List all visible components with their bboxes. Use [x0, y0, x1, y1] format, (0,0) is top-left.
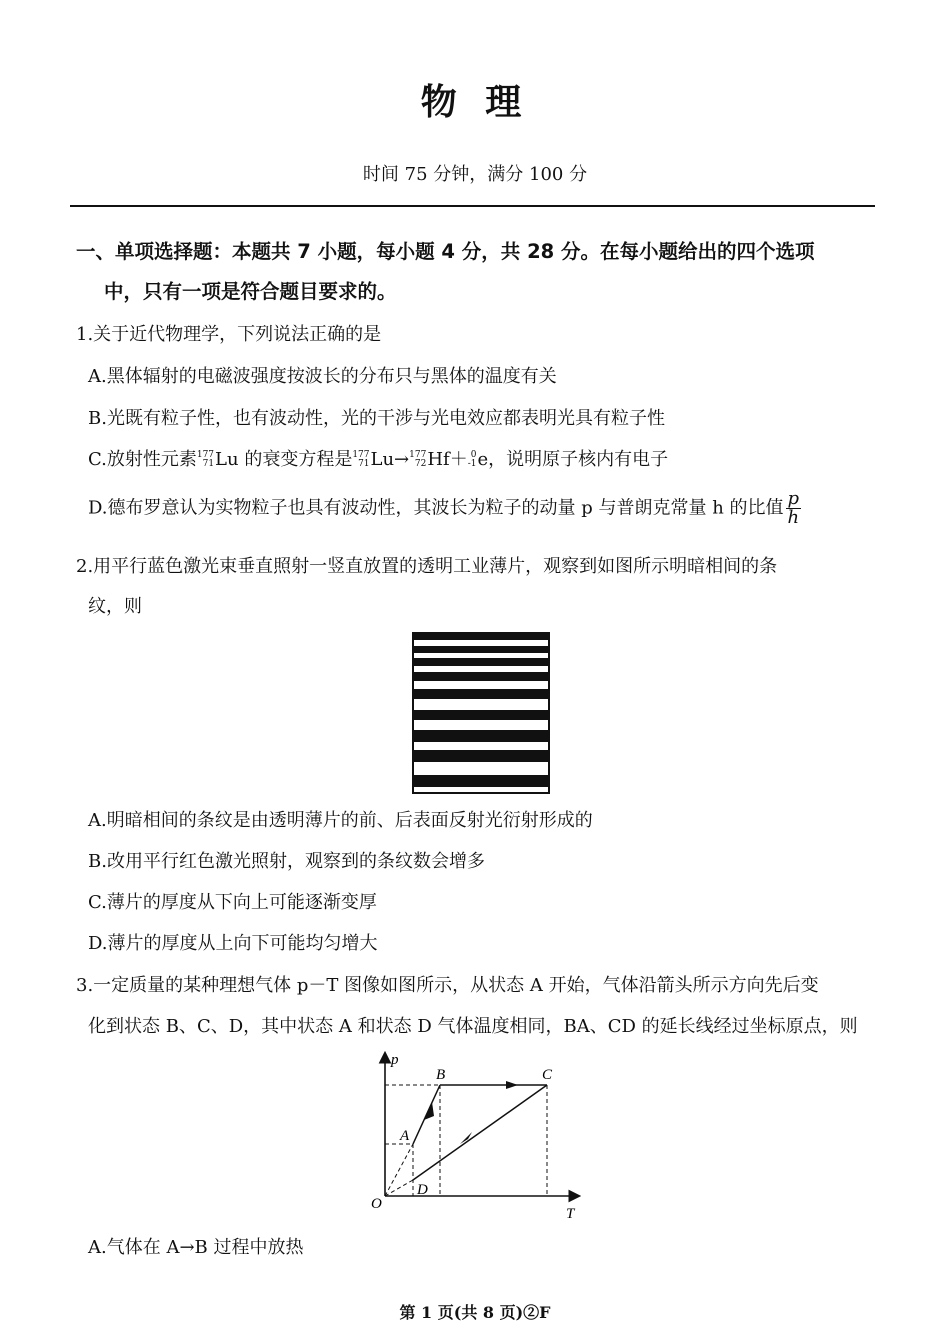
state-d-label: D [417, 1182, 428, 1198]
page-title: 物 理 [420, 82, 530, 123]
q1-c-mid: 的衰变方程是 [238, 449, 353, 470]
q3-stem-line1: 3.一定质量的某种理想气体 p－T 图像如图所示，从状态 A 开始，气体沿箭头所示方向先后变 [76, 975, 819, 996]
fringe-dark-6 [414, 710, 548, 720]
q1-option-c [88, 445, 668, 471]
lu-symbol: Lu [215, 449, 239, 470]
hf-mass-number: 177 [409, 450, 427, 460]
fringe-dark-4 [414, 672, 548, 681]
lu-atomic-number-2: 71 [358, 459, 370, 469]
arrow-b-c [506, 1081, 518, 1089]
q2-option-c: C.薄片的厚度从下向上可能逐渐变厚 [88, 892, 377, 913]
section-heading-line1: 一、单项选择题：本题共 7 小题，每小题 4 分，共 28 分。在每小题给出的四个选项 [76, 240, 815, 263]
fraction-numerator: p [787, 488, 800, 509]
q2-stem-line2: 纹，则 [88, 596, 142, 617]
q3-stem-line2: 化到状态 B、C、D，其中状态 A 和状态 D 气体温度相同，BA、CD 的延长线经过坐标原点，则 [88, 1016, 858, 1037]
p-t-graph [360, 1046, 590, 1222]
t-axis-label: T [566, 1206, 575, 1222]
q1-stem: 1.关于近代物理学，下列说法正确的是 [76, 324, 382, 345]
page-footer: 第 1 页(共 8 页)②F [399, 1303, 551, 1322]
q3-option-a: A.气体在 A→B 过程中放热 [88, 1237, 304, 1258]
state-a-label: A [400, 1128, 410, 1144]
lu-mass-number: 177 [196, 450, 215, 460]
electron-mass-number: 0 [470, 450, 477, 460]
electron-numbers [468, 451, 477, 469]
lu-atomic-number: 71 [202, 459, 215, 469]
fringe-dark-5 [414, 689, 548, 699]
hf-symbol: Hf＋ [427, 449, 468, 470]
lu-nuclide-numbers-2 [352, 451, 369, 469]
fringe-dark-8 [414, 750, 548, 762]
electron-symbol: e [477, 449, 489, 470]
section-heading-line2: 中，只有一项是符合题目要求的。 [104, 280, 397, 303]
q2-option-b: B.改用平行红色激光照射，观察到的条纹数会增多 [88, 851, 485, 872]
q2-option-d: D.薄片的厚度从上向下可能均匀增大 [88, 933, 378, 954]
section-heading [76, 232, 876, 312]
fringe-dark-3 [414, 658, 548, 666]
lu-nuclide-numbers [197, 451, 214, 469]
q2-stem-line1: 2.用平行蓝色激光束垂直照射一竖直放置的透明工业薄片，观察到如图所示明暗相间的条 [76, 556, 778, 577]
state-c-label: C [542, 1067, 553, 1083]
q1-option-d [88, 490, 801, 527]
q1-c-prefix: C.放射性元素 [88, 449, 197, 470]
fringe-dark-7 [414, 730, 548, 742]
q1-option-b: B.光既有粒子性，也有波动性，光的干涉与光电效应都表明光具有粒子性 [88, 408, 665, 429]
lu-mass-number-2: 177 [352, 450, 370, 460]
fringe-dark-9 [414, 775, 548, 787]
fringe-dark-1 [414, 634, 548, 640]
p-axis-label: p [391, 1052, 399, 1068]
hf-nuclide-numbers [409, 451, 426, 469]
q2-option-a: A.明暗相间的条纹是由透明薄片的前、后表面反射光衍射形成的 [88, 810, 593, 831]
lu-arrow: Lu→ [370, 449, 410, 470]
fraction-denominator: h [787, 507, 800, 528]
arrow-a-b [424, 1102, 434, 1120]
electron-charge-number: -1 [467, 459, 477, 469]
q1-option-a: A.黑体辐射的电磁波强度按波长的分布只与黑体的温度有关 [88, 366, 557, 387]
q1-d-text: D.德布罗意认为实物粒子也具有波动性，其波长为粒子的动量 p 与普朗克常量 h 的比值 [88, 497, 784, 519]
interference-fringe-figure [412, 632, 550, 794]
origin-label: O [371, 1196, 382, 1212]
q1-c-suffix: ，说明原子核内有电子 [488, 449, 669, 470]
header-divider [70, 205, 875, 207]
exam-duration: 时间 75 分钟，满分 100 分 [362, 164, 588, 185]
state-b-label: B [436, 1067, 446, 1083]
p-over-h-fraction [786, 490, 802, 527]
fringe-dark-2 [414, 646, 548, 653]
hf-atomic-number: 72 [414, 459, 427, 469]
